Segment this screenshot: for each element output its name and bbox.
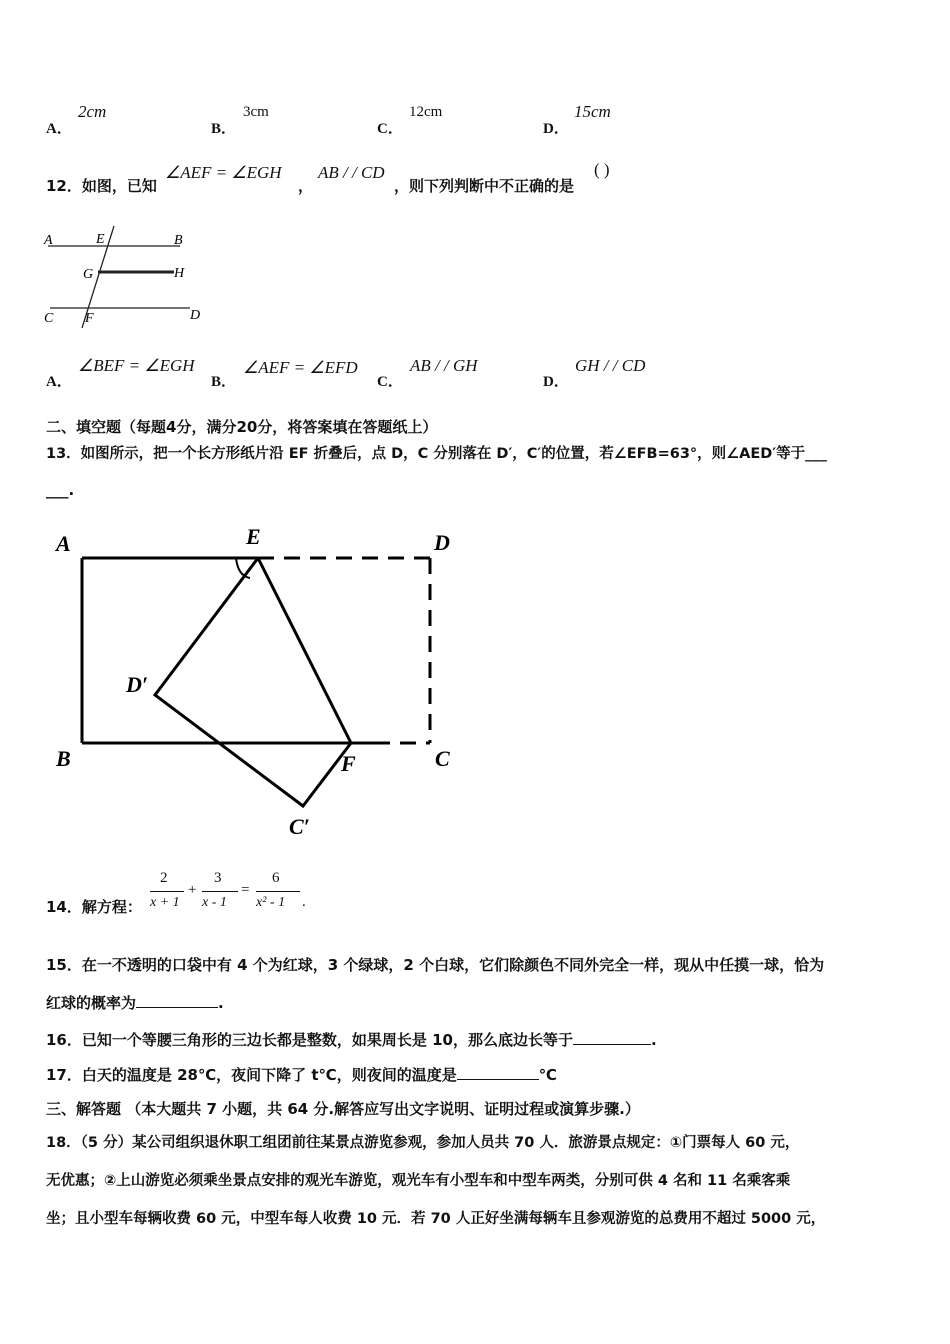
q12-separator: ， [298, 177, 314, 195]
equals-sign: = [241, 882, 250, 898]
point-b: B [174, 233, 183, 248]
q11-option-a-value: 2cm [78, 102, 107, 121]
q12-option-a-value: ∠BEF = ∠EGH [78, 356, 195, 375]
label-c-prime: C′ [289, 814, 310, 839]
label-d-prime: D′ [126, 672, 149, 697]
point-c: C [44, 311, 54, 326]
point-f: F [85, 311, 94, 326]
q12-suffix: ，则下列判断中不正确的是 [394, 177, 575, 195]
point-h: H [174, 266, 185, 281]
section-2-title: 二、填空题（每题4分，满分20分，将答案填在答题纸上） [46, 418, 438, 436]
q12-condition-1: ∠AEF = ∠EGH [165, 163, 282, 182]
point-g: G [83, 267, 94, 282]
q13-line-2: ___. [46, 481, 75, 499]
point-e: E [96, 232, 105, 247]
q13-figure [40, 520, 480, 850]
angle-arc [236, 558, 250, 578]
q12-option-a-label: A． [46, 374, 72, 390]
fold-line-ef [258, 558, 351, 743]
q12-option-d-value: GH / / CD [575, 356, 646, 375]
q11-option-c-value: 12cm [409, 104, 443, 120]
q12-answer-paren: ( ) [594, 160, 610, 179]
fraction-1-denominator: x + 1 [150, 895, 180, 910]
equation-period: . [302, 894, 306, 910]
q15-line-2 [46, 992, 224, 1013]
q16-suffix: . [650, 1031, 657, 1049]
q17-line [46, 1064, 557, 1085]
q13-line-1: 13．如图所示，把一个长方形纸片沿 EF 折叠后，点 D，C 分别落在 D′，C′的位置，若∠EFB=63°，则∠AED′等于___ [46, 446, 827, 462]
q12-option-c-value: AB / / GH [410, 356, 478, 375]
q12-option-b-value: ∠AEF = ∠EFD [243, 358, 358, 377]
fraction-3-bar [256, 891, 300, 892]
label-d: D [434, 530, 450, 555]
q18-line-3: 坐；且小型车每辆收费 60 元，中型车每人收费 10 元．若 70 人正好坐满每辆车且参观游览的总费用不超过 5000 元， [46, 1211, 826, 1227]
q16-answer-blank[interactable] [573, 1030, 651, 1045]
fraction-3-denominator: x² - 1 [256, 895, 286, 910]
q14-prefix: 14．解方程： [46, 898, 142, 916]
label-b: B [56, 746, 71, 771]
q11-option-d-label: D． [543, 121, 569, 137]
q18-line-1: 18．（5 分）某公司组织退休职工组团前往某景点游览参观，参加人员共 70 人．旅游景点规定：①门票每人 60 元， [46, 1135, 800, 1151]
point-d: D [190, 308, 201, 323]
label-e: E [246, 524, 261, 549]
fraction-3-numerator: 6 [272, 870, 280, 886]
q16-line [46, 1029, 657, 1050]
q12-option-c-label: C． [377, 374, 403, 390]
q12-condition-2: AB / / CD [318, 163, 385, 182]
q11-option-d-value: 15cm [574, 102, 611, 121]
q11-option-b-value: 3cm [243, 104, 269, 120]
point-a: A [44, 233, 53, 248]
fraction-2-bar [202, 891, 238, 892]
fraction-1-bar [150, 891, 184, 892]
q11-option-a-label: A． [46, 121, 72, 137]
section-3-title: 三、解答题 （本大题共 7 小题，共 64 分.解答应写出文字说明、证明过程或演算步骤.） [46, 1100, 640, 1118]
q12-option-d-label: D． [543, 374, 569, 390]
fraction-1-numerator: 2 [160, 870, 168, 886]
label-f: F [341, 751, 356, 776]
q15-line-2-suffix: . [218, 994, 224, 1012]
q11-option-c-label: C． [377, 121, 403, 137]
q15-line-1: 15．在一不透明的口袋中有 4 个为红球，3 个绿球，2 个白球，它们除颜色不同外完全一样，现从中任摸一球，恰为 [46, 956, 825, 974]
q17-answer-blank[interactable] [457, 1065, 539, 1080]
fraction-2-numerator: 3 [214, 870, 222, 886]
plus-sign: + [188, 882, 197, 898]
label-c: C [435, 746, 450, 771]
q12-option-b-label: B． [211, 374, 237, 390]
fraction-2-denominator: x - 1 [202, 895, 227, 910]
q15-line-2-prefix: 红球的概率为 [46, 994, 137, 1012]
q12-prefix: 12．如图，已知 [46, 177, 157, 195]
q17-suffix: ℃ [538, 1066, 557, 1084]
q15-answer-blank[interactable] [136, 993, 218, 1008]
label-a: A [56, 531, 71, 556]
q11-option-b-label: B． [211, 121, 237, 137]
q17-prefix: 17．白天的温度是 28℃，夜间下降了 t℃，则夜间的温度是 [46, 1066, 457, 1084]
q18-line-2: 无优惠；②上山游览必须乘坐景点安排的观光车游览，观光车有小型车和中型车两类，分别可供 4 名和 11 名乘客乘 [46, 1173, 791, 1189]
q12-figure [40, 222, 210, 332]
q16-prefix: 16．已知一个等腰三角形的三边长都是整数，如果周长是 10，那么底边长等于 [46, 1031, 573, 1049]
